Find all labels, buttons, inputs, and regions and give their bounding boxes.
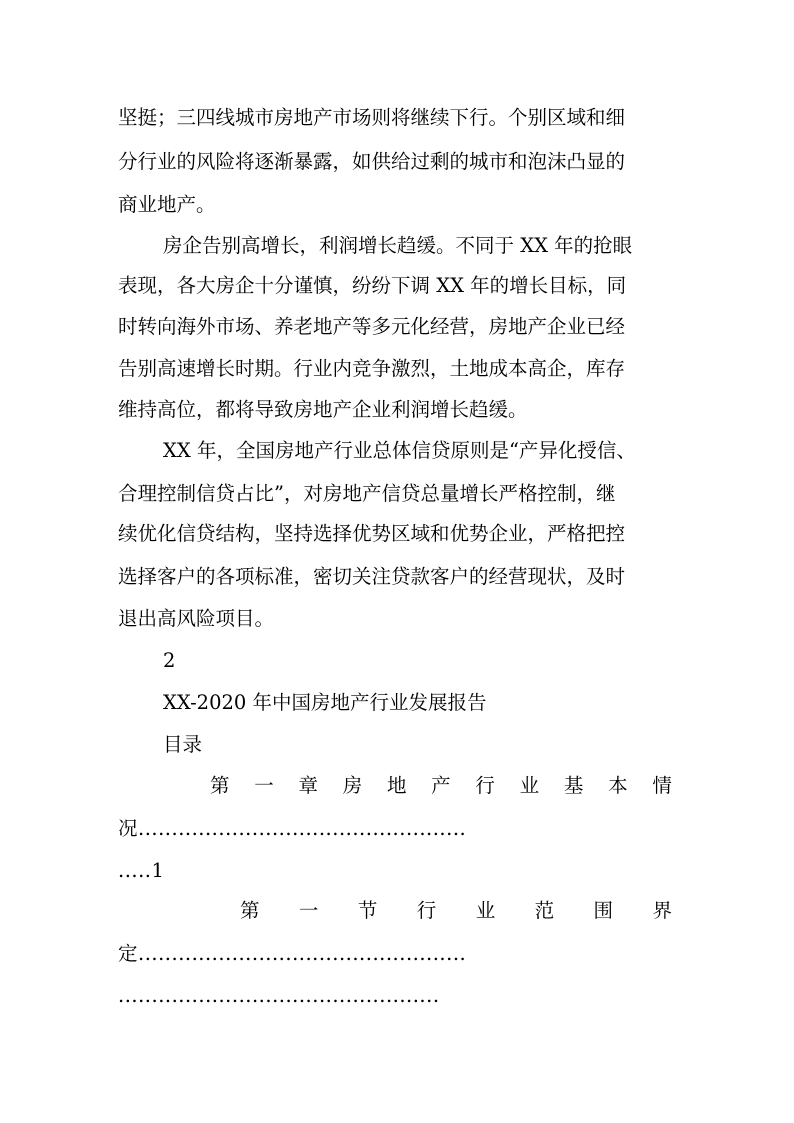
report-title: XX-2020 年中国房地产行业发展报告 xyxy=(163,691,487,714)
toc-char: 业 xyxy=(475,899,496,922)
paragraph-1-line-3: 商业地产。 xyxy=(118,193,216,216)
paragraph-3-line-2: 合理控制信贷占比”，对房地产信贷总量增长严格控制，继 xyxy=(118,482,616,505)
toc-heading: 目录 xyxy=(163,733,203,756)
toc-char: 行 xyxy=(475,774,495,797)
paragraph-2-line-5: 维持高位，都将导致房地产企业利润增长趋缓。 xyxy=(118,398,528,421)
toc-char: 节 xyxy=(357,899,378,922)
toc-char: 范 xyxy=(534,899,555,922)
toc-char: 产 xyxy=(431,774,451,797)
paragraph-3-line-1: XX 年，全国房地产行业总体信贷原则是“产异化授信、 xyxy=(163,439,636,462)
toc-char: 界 xyxy=(652,899,672,922)
toc-char: 地 xyxy=(386,774,407,797)
paragraph-3-line-4: 选择客户的各项标准，密切关注贷款客户的经营现状，及时 xyxy=(118,565,626,588)
toc-char: 章 xyxy=(298,774,318,797)
toc-char: 业 xyxy=(519,774,540,797)
paragraph-3-line-5: 退出高风险项目。 xyxy=(118,607,275,630)
toc-char: 基 xyxy=(563,774,584,797)
toc-char: 房 xyxy=(342,774,363,797)
toc-char: 一 xyxy=(254,774,274,797)
paragraph-2-line-4: 告别高速增长时期。行业内竞争激烈，土地成本高企，库存 xyxy=(118,357,626,380)
toc-chapter-1-page: .....1 xyxy=(118,859,165,882)
toc-char: 本 xyxy=(608,774,628,797)
toc-section-1-leader-cont: ................................................ xyxy=(118,984,440,1007)
toc-char: 行 xyxy=(416,899,437,922)
paragraph-2-line-2: 表现，各大房企十分谨慎，纷纷下调 XX 年的增长目标，同 xyxy=(118,274,627,297)
paragraph-2-line-1: 房企告别高增长，利润增长趋缓。不同于 XX 年的抢眼 xyxy=(163,234,633,257)
toc-char: 情 xyxy=(652,774,672,797)
paragraph-1-line-1: 坚挺；三四线城市房地产市场则将继续下行。个别区域和细 xyxy=(118,106,626,129)
toc-char: 第 xyxy=(240,899,260,922)
paragraph-2-line-3: 时转向海外市场、养老地产等多元化经营，房地产企业已经 xyxy=(118,315,626,338)
toc-chapter-1-leader: 况................................................. xyxy=(118,817,467,840)
toc-char: 围 xyxy=(593,899,614,922)
paragraph-1-line-2: 分行业的风险将逐渐暴露，如供给过剩的城市和泡沫凸显的 xyxy=(118,150,626,173)
paragraph-3-line-3: 续优化信贷结构，坚持选择优势区域和优势企业，严格把控 xyxy=(118,522,626,545)
toc-section-1-leader: 定................................................. xyxy=(118,942,467,965)
toc-char: 第 xyxy=(210,774,230,797)
toc-char: 一 xyxy=(298,899,319,922)
toc-section-1-heading xyxy=(240,897,672,925)
toc-chapter-1-heading xyxy=(210,772,672,800)
page-number: 2 xyxy=(163,649,176,672)
